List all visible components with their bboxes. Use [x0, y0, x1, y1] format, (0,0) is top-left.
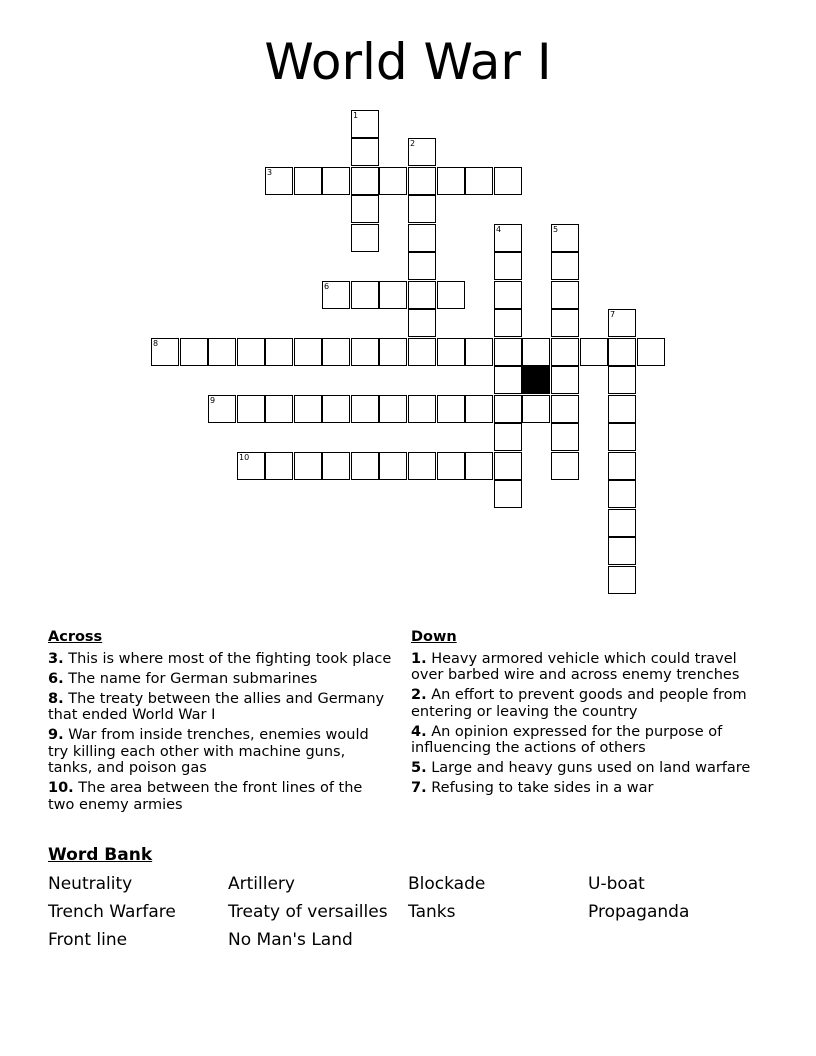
- grid-cell[interactable]: [608, 509, 637, 538]
- grid-cell[interactable]: [437, 338, 466, 367]
- clue-label: 7.: [411, 780, 427, 796]
- across-clue: [48, 651, 393, 668]
- grid-cell[interactable]: [379, 338, 408, 367]
- down-clue: [411, 687, 756, 720]
- clue-text: Refusing to take sides in a war: [426, 780, 654, 796]
- grid-cell[interactable]: [608, 452, 637, 481]
- down-heading: Down: [411, 629, 457, 645]
- grid-cell[interactable]: [437, 452, 466, 481]
- grid-cell[interactable]: [465, 338, 494, 367]
- clue-label: 10.: [48, 780, 74, 796]
- clue-text: Heavy armored vehicle which could travel over barbed wire and across enemy trenches: [411, 650, 740, 683]
- grid-cell[interactable]: [351, 224, 380, 253]
- grid-cell[interactable]: [608, 366, 637, 395]
- clue-label: 5.: [411, 760, 427, 776]
- grid-cell[interactable]: [465, 167, 494, 196]
- grid-cell[interactable]: [551, 366, 580, 395]
- grid-cell[interactable]: [522, 338, 551, 367]
- grid-cell[interactable]: [237, 338, 266, 367]
- word-bank-title: Word Bank: [48, 845, 153, 865]
- grid-cell[interactable]: [351, 338, 380, 367]
- grid-cell[interactable]: [494, 281, 523, 310]
- grid-cell[interactable]: [294, 395, 323, 424]
- grid-cell[interactable]: [351, 195, 380, 224]
- grid-cell[interactable]: [637, 338, 666, 367]
- grid-cell[interactable]: [379, 452, 408, 481]
- across-clues: [48, 629, 393, 817]
- grid-cell[interactable]: [494, 338, 523, 367]
- clue-text: This is where most of the fighting took place: [63, 650, 392, 667]
- grid-cell[interactable]: [351, 167, 380, 196]
- grid-cell[interactable]: [437, 395, 466, 424]
- grid-cell[interactable]: [351, 138, 380, 167]
- grid-cell[interactable]: [580, 338, 609, 367]
- down-clue: [411, 651, 756, 684]
- clue-label: 8.: [48, 690, 64, 707]
- clue-label: 4.: [411, 723, 427, 740]
- down-clues: [411, 629, 756, 800]
- clue-number: 10: [239, 453, 250, 462]
- across-clue: [48, 780, 393, 813]
- grid-cell[interactable]: [551, 452, 580, 481]
- grid-cell[interactable]: [294, 167, 323, 196]
- clue-number: 8: [153, 339, 159, 348]
- grid-cell[interactable]: [551, 309, 580, 338]
- grid-cell[interactable]: [322, 452, 351, 481]
- across-clue: [48, 671, 393, 688]
- clue-number: 7: [610, 310, 616, 319]
- grid-cell[interactable]: [437, 281, 466, 310]
- word-bank-item: Front line: [48, 930, 128, 950]
- grid-cell[interactable]: [379, 281, 408, 310]
- grid-cell[interactable]: [322, 395, 351, 424]
- grid-cell[interactable]: [265, 338, 294, 367]
- word-bank-item: Neutrality: [48, 874, 133, 894]
- grid-cell[interactable]: [379, 167, 408, 196]
- down-clue: [411, 724, 756, 757]
- page-title: World War I: [264, 33, 552, 91]
- clue-number: 1: [353, 111, 359, 120]
- grid-cell[interactable]: [494, 423, 523, 452]
- grid-cell[interactable]: [294, 338, 323, 367]
- word-bank-item: U-boat: [588, 874, 645, 894]
- clue-number: 5: [553, 225, 559, 234]
- grid-cell[interactable]: [608, 480, 637, 509]
- grid-cell[interactable]: [408, 338, 437, 367]
- grid-cell[interactable]: [494, 252, 523, 281]
- grid-cell[interactable]: [408, 309, 437, 338]
- clue-text: An opinion expressed for the purpose of influencing the actions of others: [411, 723, 723, 756]
- across-clue: [48, 727, 393, 777]
- word-bank-item: Artillery: [228, 874, 295, 894]
- grid-cell[interactable]: [408, 452, 437, 481]
- grid-cell[interactable]: [322, 167, 351, 196]
- down-clue: [411, 760, 756, 777]
- grid-cell[interactable]: [608, 537, 637, 566]
- grid-cell[interactable]: [351, 395, 380, 424]
- grid-cell[interactable]: [408, 195, 437, 224]
- grid-cell[interactable]: [494, 309, 523, 338]
- grid-cell[interactable]: [322, 338, 351, 367]
- clue-number: 9: [210, 396, 216, 405]
- clue-label: 2.: [411, 687, 427, 703]
- grid-cell[interactable]: [265, 395, 294, 424]
- clue-text: The area between the front lines of the two enemy armies: [48, 780, 363, 813]
- word-bank-item: Blockade: [408, 874, 486, 894]
- grid-cell[interactable]: [351, 452, 380, 481]
- clue-text: Large and heavy guns used on land warfare: [426, 760, 751, 776]
- grid-cell[interactable]: [608, 423, 637, 452]
- grid-cell[interactable]: [494, 366, 523, 395]
- grid-cell[interactable]: [437, 167, 466, 196]
- word-bank-item: Propaganda: [588, 902, 690, 922]
- clue-number: 6: [324, 282, 330, 291]
- grid-cell[interactable]: [408, 281, 437, 310]
- across-heading: Across: [48, 629, 103, 645]
- clue-label: 1.: [411, 650, 427, 667]
- black-square: [522, 366, 551, 395]
- clue-number: 4: [496, 225, 502, 234]
- grid-cell[interactable]: [494, 167, 523, 196]
- grid-cell[interactable]: [180, 338, 209, 367]
- word-bank-item: Treaty of versailles: [228, 902, 388, 922]
- grid-cell[interactable]: [351, 281, 380, 310]
- clue-label: 6.: [48, 670, 64, 687]
- grid-cell[interactable]: [294, 452, 323, 481]
- grid-cell[interactable]: [237, 395, 266, 424]
- across-clue: [48, 691, 393, 724]
- clue-label: 9.: [48, 727, 64, 743]
- grid-cell[interactable]: [208, 338, 237, 367]
- grid-cell[interactable]: [551, 423, 580, 452]
- clue-number: 2: [410, 139, 416, 148]
- clue-text: The name for German submarines: [63, 670, 318, 687]
- word-bank-item: Tanks: [408, 902, 456, 922]
- grid-cell[interactable]: [494, 452, 523, 481]
- grid-cell[interactable]: [608, 566, 637, 595]
- clue-text: War from inside trenches, enemies would try killing each other with machine guns, tanks, and poison gas: [48, 727, 369, 776]
- grid-cell[interactable]: [265, 452, 294, 481]
- grid-cell[interactable]: [465, 395, 494, 424]
- grid-cell[interactable]: [379, 395, 408, 424]
- grid-cell[interactable]: [608, 395, 637, 424]
- grid-cell[interactable]: [608, 338, 637, 367]
- grid-cell[interactable]: [494, 395, 523, 424]
- clue-label: 3.: [48, 650, 64, 667]
- grid-cell[interactable]: [408, 252, 437, 281]
- grid-cell[interactable]: [551, 338, 580, 367]
- clue-text: The treaty between the allies and Germany that ended World War I: [48, 690, 385, 723]
- grid-cell[interactable]: [408, 224, 437, 253]
- grid-cell[interactable]: [408, 167, 437, 196]
- clue-number: 3: [267, 168, 273, 177]
- grid-cell[interactable]: [551, 281, 580, 310]
- word-bank-item: No Man's Land: [228, 930, 353, 950]
- word-bank-item: Trench Warfare: [48, 902, 176, 922]
- grid-cell[interactable]: [551, 395, 580, 424]
- grid-cell[interactable]: [465, 452, 494, 481]
- down-clue: [411, 780, 756, 797]
- grid-cell[interactable]: [551, 252, 580, 281]
- grid-cell[interactable]: [494, 480, 523, 509]
- grid-cell[interactable]: [408, 395, 437, 424]
- clue-text: An effort to prevent goods and people from entering or leaving the country: [411, 687, 747, 720]
- grid-cell[interactable]: [522, 395, 551, 424]
